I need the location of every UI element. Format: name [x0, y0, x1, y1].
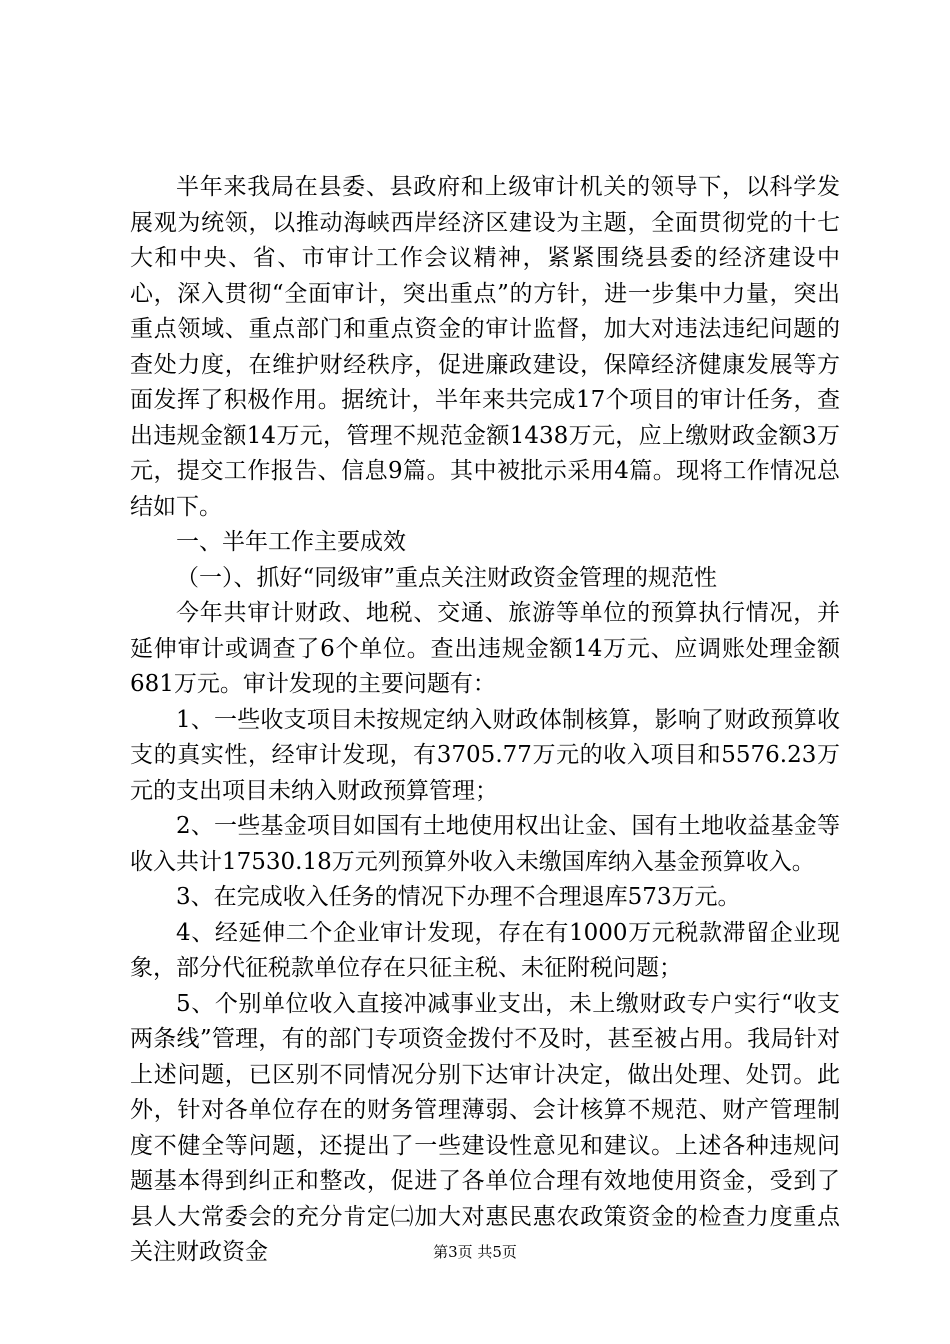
intro-paragraph: 半年来我局在县委、县政府和上级审计机关的领导下，以科学发展观为统领，以推动海峡西岸经济区建设为主题，全面贯彻党的十七大和中央、省、市审计工作会议精神，紧紧围绕县委的经济建设中心，深入贯彻“全面审计，突出重点”的方针，进一步集中力量，突出重点领域、重点部门和重点资金的审计监督，加大对违法违纪问题的查处力度，在维护财经秩序，促进廉政建设，保障经济健康发展等方面发挥了积极作用。据统计，半年来共完成17个项目的审计任务，查出违规金额14万元，管理不规范金额1438万元，应上缴财政金额3万元，提交工作报告、信息9篇。其中被批示采用4篇。现将工作情况总结如下。: [130, 174, 840, 520]
section-heading: 一、半年工作主要成效: [176, 529, 406, 555]
page-number: 第3页 共5页: [433, 1243, 517, 1261]
issue-item-3: 3、在完成收入任务的情况下办理不合理退库573万元。: [176, 884, 741, 910]
issue-item-4: 4、经延伸二个企业审计发现，存在有1000万元税款滞留企业现象，部分代征税款单位存在只征主税、未征附税问题；: [130, 919, 840, 981]
page-footer: [0, 1242, 950, 1262]
document-body: [130, 170, 840, 1271]
subsection-heading: （一）、抓好“同级审”重点关注财政资金管理的规范性: [176, 564, 718, 591]
issue-item-2: 2、一些基金项目如国有土地使用权出让金、国有土地收益基金等收入共计17530.18万元列预算外收入未缴国库纳入基金预算收入。: [130, 813, 840, 875]
issue-item-1: 1、一些收支项目未按规定纳入财政体制核算，影响了财政预算收支的真实性，经审计发现，有3705.77万元的收入项目和5576.23万元的支出项目未纳入财政预算管理；: [130, 706, 840, 804]
summary-paragraph: 今年共审计财政、地税、交通、旅游等单位的预算执行情况，并延伸审计或调查了6个单位。查出违规金额14万元、应调账处理金额681万元。审计发现的主要问题有：: [130, 600, 840, 697]
issue-item-5: 5、个别单位收入直接冲减事业支出，未上缴财政专户实行“收支两条线”管理，有的部门专项资金拨付不及时，甚至被占用。我局针对上述问题，已区别不同情况分别下达审计决定，做出处理、处罚。此外，针对各单位存在的财务管理薄弱、会计核算不规范、财产管理制度不健全等问题，还提出了一些建设性意见和建议。上述各种违规问题基本得到纠正和整改，促进了各单位合理有效地使用资金，受到了县人大常委会的充分肯定㈡加大对惠民惠农政策资金的检查力度重点关注财政资金: [130, 990, 840, 1265]
